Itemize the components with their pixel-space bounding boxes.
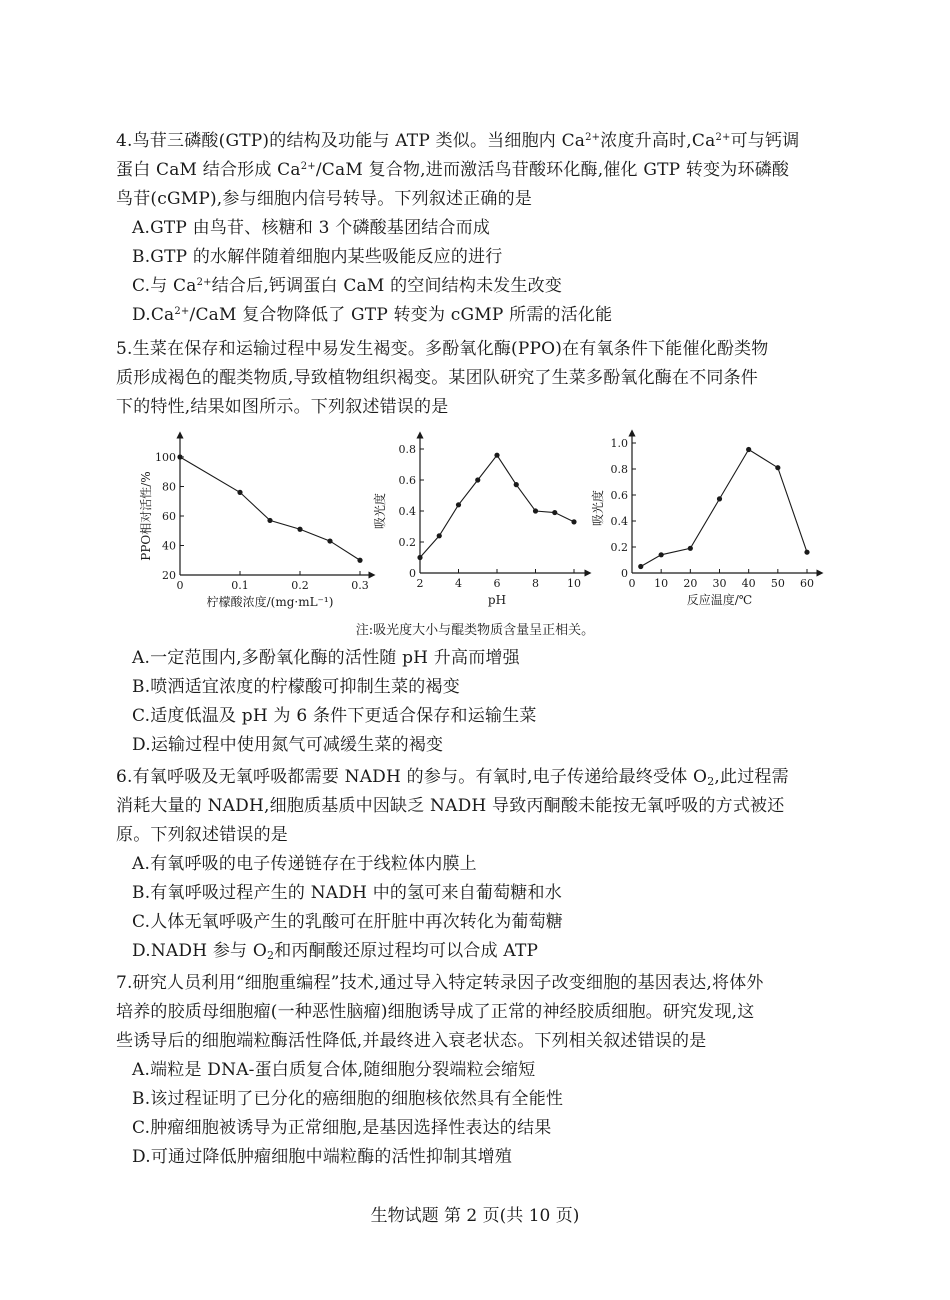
data-point xyxy=(475,477,480,482)
q6-text: 6.有氧呼吸及无氧呼吸都需要 NADH 的参与。有氧时,电子传递给最终受体 O xyxy=(116,767,708,787)
data-point xyxy=(237,490,242,495)
y-axis-label: 吸光度 xyxy=(591,489,605,527)
option-text: D.Ca xyxy=(132,305,175,325)
x-axis-label: 反应温度/℃ xyxy=(686,593,753,607)
data-point xyxy=(804,550,809,555)
data-point xyxy=(746,447,751,452)
q5-option-c[interactable]: C.适度低温及 pH 为 6 条件下更适合保存和运输生菜 xyxy=(132,706,537,726)
x-tick-label: 20 xyxy=(683,577,698,590)
data-point xyxy=(571,519,576,524)
y-tick-label: 0 xyxy=(409,567,416,580)
page-footer: 生物试题 第 2 页(共 10 页) xyxy=(370,1206,580,1226)
y-tick-label: 20 xyxy=(162,569,176,582)
y-tick-label: 0.6 xyxy=(610,489,628,502)
x-tick-label: 0 xyxy=(176,579,184,592)
x-tick-label: 2 xyxy=(416,577,424,590)
x-axis-label: pH xyxy=(487,593,507,607)
q6-stem-line-2: 消耗大量的 NADH,细胞质基质中因缺乏 NADH 导致丙酮酸未能按无氧呼吸的方式被还 xyxy=(116,796,785,816)
y-tick-label: 1.0 xyxy=(610,437,628,450)
q7-stem-line-1: 7.研究人员利用“细胞重编程”技术,通过导入特定转录因子改变细胞的基因表达,将体外 xyxy=(116,973,764,993)
x-tick-label: 6 xyxy=(493,577,501,590)
x-tick-label: 0 xyxy=(628,577,636,590)
data-point xyxy=(775,465,780,470)
y-tick-label: 40 xyxy=(162,539,176,553)
data-point xyxy=(327,538,332,543)
superscript: 2+ xyxy=(300,161,316,172)
x-tick-label: 4 xyxy=(455,577,462,590)
option-text: C.与 Ca xyxy=(132,276,197,296)
x-tick-label: 10 xyxy=(567,577,581,590)
q4-text: /CaM 复合物,进而激活鸟苷酸环化酶,催化 GTP 转变为环磷酸 xyxy=(315,160,790,180)
series-line xyxy=(180,457,360,560)
q6-option-b[interactable]: B.有氧呼吸过程产生的 NADH 中的氢可来自葡萄糖和水 xyxy=(132,883,562,903)
superscript: 2+ xyxy=(174,306,190,317)
subscript: 2 xyxy=(707,775,715,788)
q4-text: 可与钙调 xyxy=(730,131,800,151)
data-point xyxy=(659,552,664,557)
data-point xyxy=(494,453,499,458)
data-point xyxy=(437,533,442,538)
y-tick-label: 0.8 xyxy=(398,443,416,456)
y-tick-label: 0.8 xyxy=(610,463,628,476)
superscript: 2+ xyxy=(585,132,601,143)
x-tick-label: 30 xyxy=(712,577,727,590)
x-tick-label: 50 xyxy=(770,577,785,590)
superscript: 2+ xyxy=(196,277,212,288)
data-point xyxy=(177,454,182,459)
data-point xyxy=(297,527,302,532)
y-tick-label: 80 xyxy=(162,480,176,494)
y-tick-label: 60 xyxy=(162,510,176,523)
q4-text: 4.鸟苷三磷酸(GTP)的结构及功能与 ATP 类似。当细胞内 Ca xyxy=(116,131,586,151)
chart-note: 注:吸光度大小与醌类物质含量呈正相关。 xyxy=(355,623,595,638)
q4-option-d[interactable] xyxy=(132,304,852,326)
q6-stem-line-1 xyxy=(116,766,836,788)
data-point xyxy=(638,564,643,569)
data-point xyxy=(514,482,519,487)
option-text: D.NADH 参与 O xyxy=(132,941,267,961)
q5-stem-line-3: 下的特性,结果如图所示。下列叙述错误的是 xyxy=(116,397,449,417)
y-tick-label: 0.4 xyxy=(398,505,416,518)
q5-option-a[interactable]: A.一定范围内,多酚氧化酶的活性随 pH 升高而增强 xyxy=(132,648,520,668)
q5-stem-line-2: 质形成褐色的醌类物质,导致植物组织褐变。某团队研究了生菜多酚氧化酶在不同条件 xyxy=(116,368,759,388)
q4-option-c[interactable] xyxy=(132,275,852,297)
data-point xyxy=(357,558,362,563)
y-tick-label: 100 xyxy=(155,451,176,464)
q5-option-d[interactable]: D.运输过程中使用氮气可减缓生菜的褐变 xyxy=(132,735,444,755)
y-tick-label: 0.6 xyxy=(398,474,416,487)
series-line xyxy=(420,455,574,557)
q4-stem-line-1 xyxy=(116,130,836,152)
q6-option-c[interactable]: C.人体无氧呼吸产生的乳酸可在肝脏中再次转化为葡萄糖 xyxy=(132,912,564,932)
data-point xyxy=(267,518,272,523)
q4-stem-line-2 xyxy=(116,159,836,181)
q6-stem-line-3: 原。下列叙述错误的是 xyxy=(116,825,288,845)
y-tick-label: 0 xyxy=(621,567,628,580)
q7-option-b[interactable]: B.该过程证明了已分化的癌细胞的细胞核依然具有全能性 xyxy=(132,1089,564,1109)
q4-text: 蛋白 CaM 结合形成 Ca xyxy=(116,160,301,180)
option-text: 和丙酮酸还原过程均可以合成 ATP xyxy=(274,941,539,961)
citric-acid-chart xyxy=(138,435,372,609)
superscript: 2+ xyxy=(715,132,731,143)
y-tick-label: 0.2 xyxy=(398,536,416,549)
data-point xyxy=(456,502,461,507)
x-axis-label: 柠檬酸浓度/(mg·mL⁻¹) xyxy=(206,595,334,609)
ph-chart xyxy=(372,435,588,607)
q5-charts xyxy=(0,425,950,615)
q4-option-b[interactable]: B.GTP 的水解伴随着细胞内某些吸能反应的进行 xyxy=(132,247,503,267)
q7-stem-line-2: 培养的胶质母细胞瘤(一种恶性脑瘤)细胞诱导成了正常的神经胶质细胞。研究发现,这 xyxy=(116,1002,755,1022)
x-tick-label: 10 xyxy=(654,577,669,590)
y-tick-label: 0.2 xyxy=(610,541,628,554)
x-tick-label: 0.1 xyxy=(231,579,249,592)
series-line xyxy=(641,450,807,567)
x-tick-label: 60 xyxy=(800,577,814,590)
x-tick-label: 8 xyxy=(532,577,539,590)
q6-option-a[interactable]: A.有氧呼吸的电子传递链存在于线粒体内膜上 xyxy=(132,854,477,874)
data-point xyxy=(533,508,538,513)
x-tick-label: 0.3 xyxy=(351,579,369,592)
y-axis-label: 吸光度 xyxy=(373,492,387,530)
q6-option-d[interactable] xyxy=(132,940,852,962)
x-tick-label: 0.2 xyxy=(291,579,309,592)
y-axis-label: PPO相对活性/% xyxy=(139,471,153,561)
q4-text: 浓度升高时,Ca xyxy=(600,131,716,151)
q7-option-a[interactable]: A.端粒是 DNA-蛋白质复合体,随细胞分裂端粒会缩短 xyxy=(132,1060,536,1080)
y-tick-label: 0.4 xyxy=(610,515,628,528)
x-tick-label: 40 xyxy=(741,577,756,590)
option-text: /CaM 复合物降低了 GTP 转变为 cGMP 所需的活化能 xyxy=(189,305,613,325)
q4-option-a[interactable]: A.GTP 由鸟苷、核糖和 3 个磷酸基团结合而成 xyxy=(132,218,491,238)
q5-option-b[interactable]: B.喷洒适宜浓度的柠檬酸可抑制生菜的褐变 xyxy=(132,677,460,697)
q7-option-c[interactable]: C.肿瘤细胞被诱导为正常细胞,是基因选择性表达的结果 xyxy=(132,1118,552,1138)
data-point xyxy=(717,496,722,501)
q7-option-d[interactable]: D.可通过降低肿瘤细胞中端粒酶的活性抑制其增殖 xyxy=(132,1147,513,1167)
q5-stem-line-1: 5.生菜在保存和运输过程中易发生褐变。多酚氧化酶(PPO)在有氧条件下能催化酚类物 xyxy=(116,339,769,359)
q6-text: ,此过程需 xyxy=(714,767,789,787)
data-point xyxy=(688,546,693,551)
option-text: 结合后,钙调蛋白 CaM 的空间结构未发生改变 xyxy=(211,276,563,296)
q7-stem-line-3: 些诱导后的细胞端粒酶活性降低,并最终进入衰老状态。下列相关叙述错误的是 xyxy=(116,1031,707,1051)
subscript: 2 xyxy=(266,949,275,962)
data-point xyxy=(417,555,422,560)
q4-stem-line-3: 鸟苷(cGMP),参与细胞内信号转导。下列叙述正确的是 xyxy=(116,189,533,209)
temperature-chart xyxy=(590,433,820,607)
data-point xyxy=(552,510,557,515)
